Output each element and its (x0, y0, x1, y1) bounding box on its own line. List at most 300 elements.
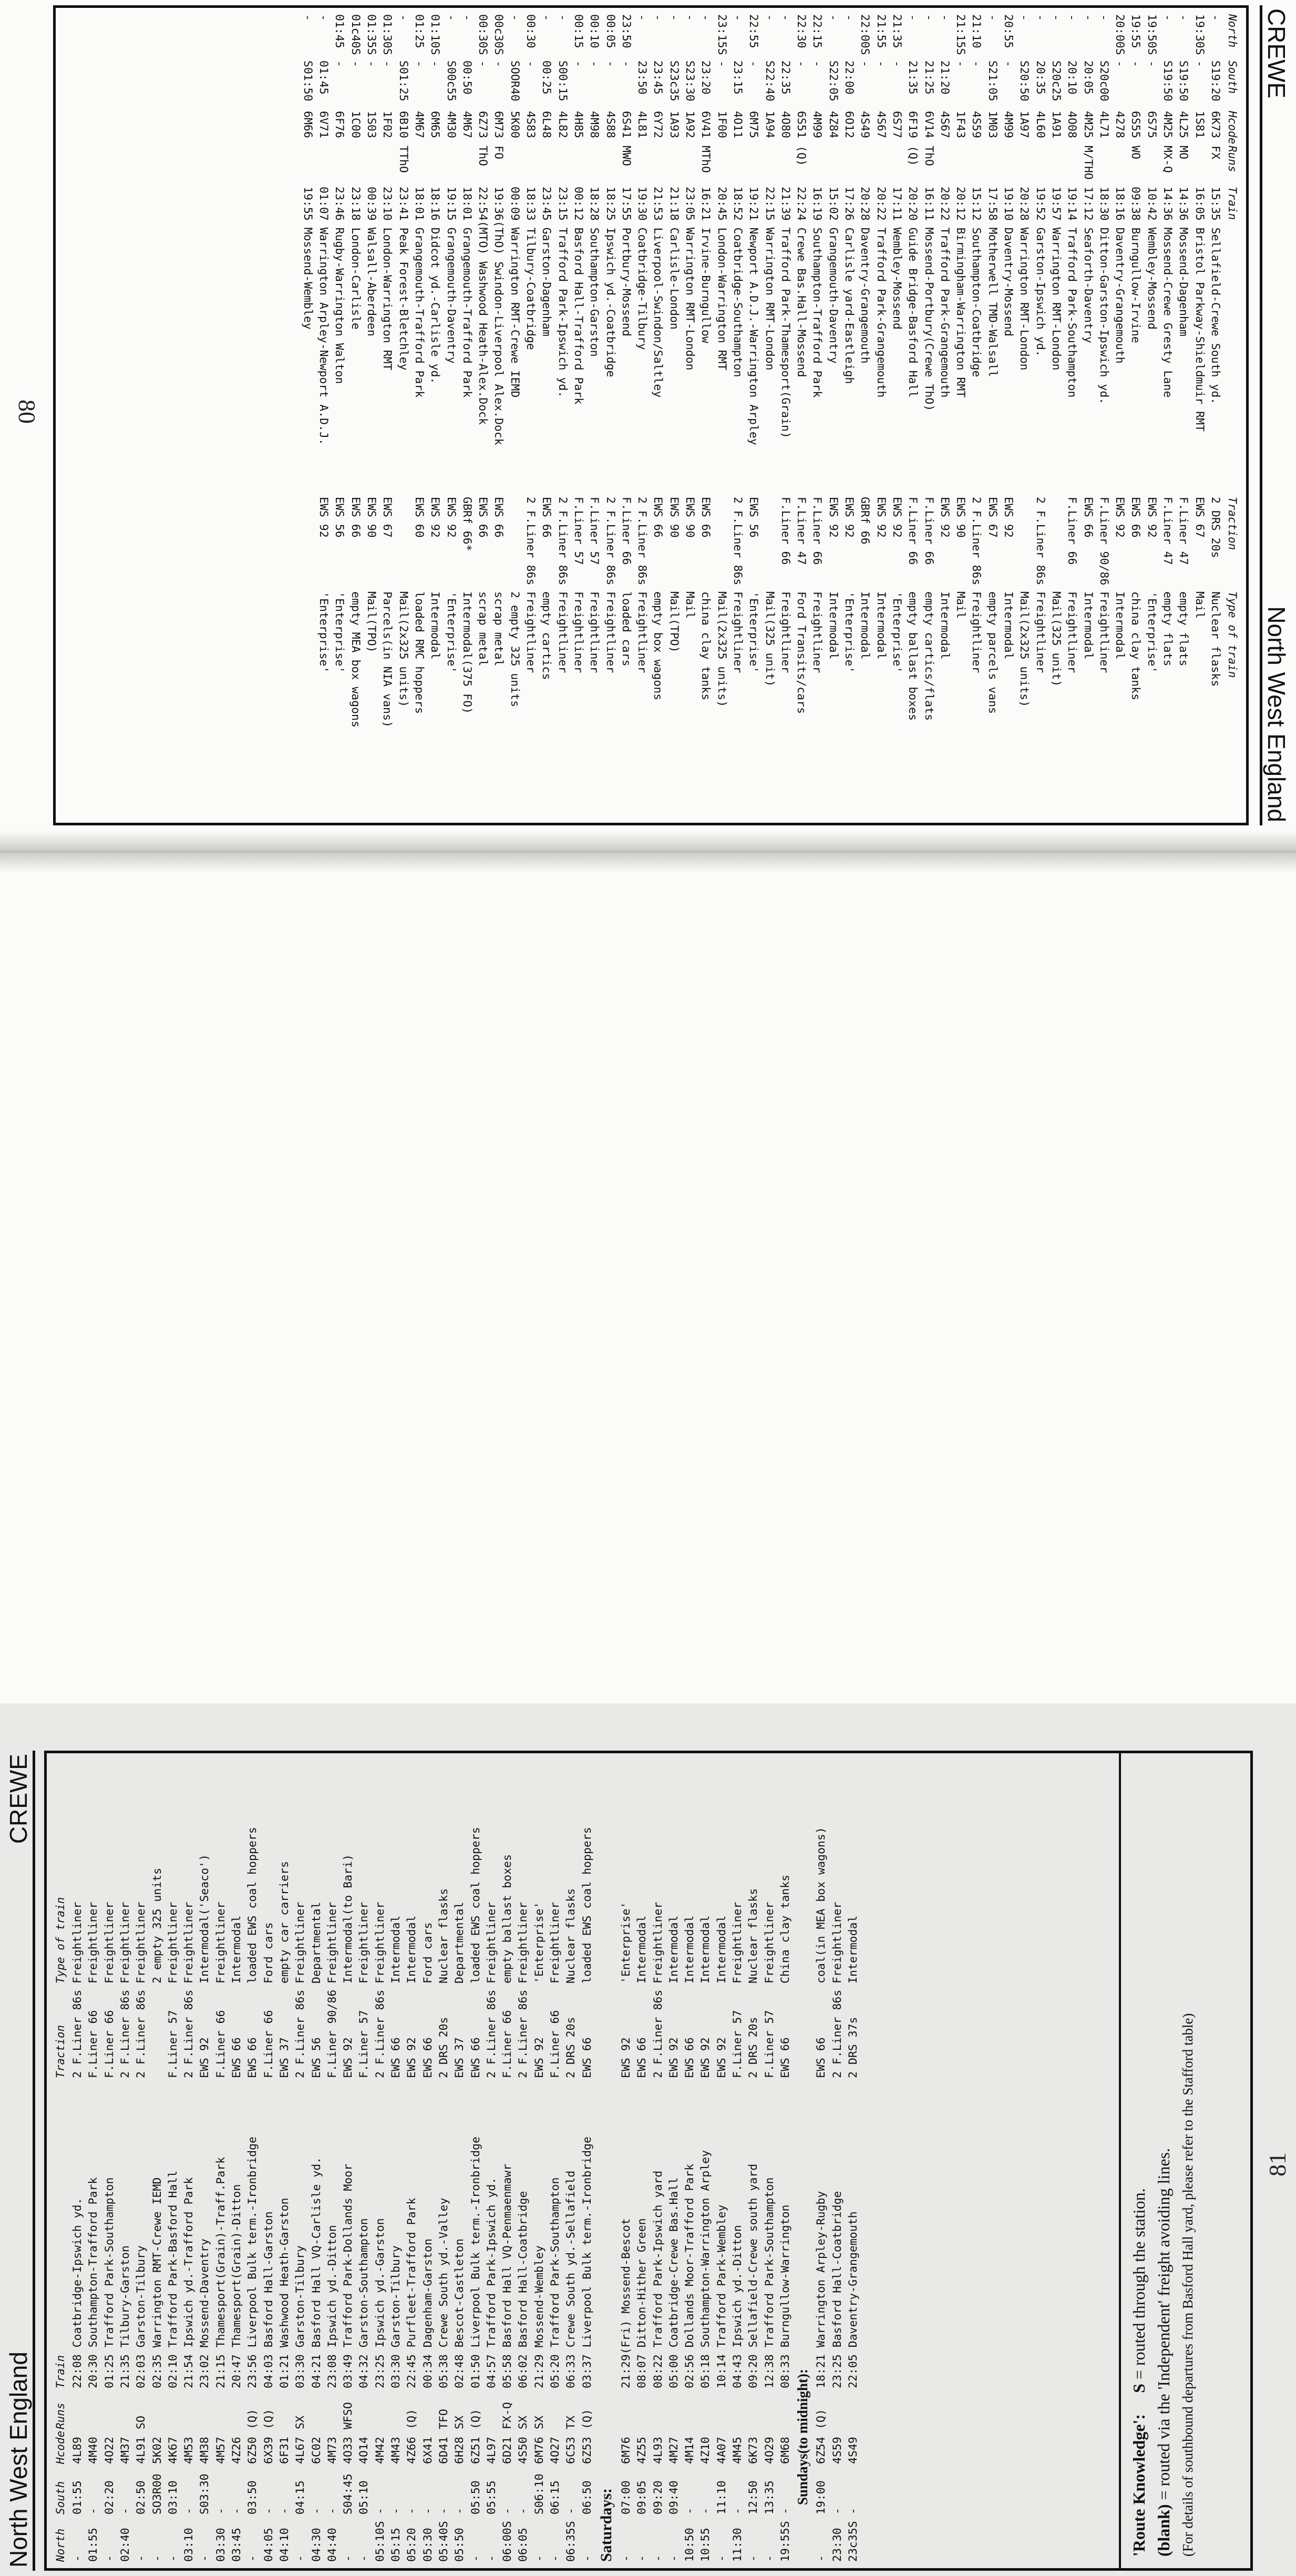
table-row-cell: 20:28 Daventry-Grangemouth (858, 187, 872, 364)
column-header: North (1226, 14, 1239, 48)
sundays-heading: Sundays(to midnight): (795, 2369, 811, 2505)
table-row-cell: S03:30 (198, 2473, 212, 2514)
table-row-cell: 6V41 (699, 111, 713, 138)
blank-label: (blank) (1154, 2504, 1173, 2557)
table-row-cell: 02:48 Bescot-Castleton (453, 2238, 467, 2388)
table-row-cell: - (938, 14, 951, 21)
station-header: CREWE (5, 1754, 32, 1844)
table-row-cell: Nuclear flasks (1209, 591, 1222, 687)
table-row-cell: 05:10 (357, 2480, 371, 2514)
table-row-cell: MThO (699, 146, 713, 173)
table-row-cell: - (405, 2508, 419, 2514)
table-row-cell: 19:36(ThO) Swindon-Liverpool Alex.Dock (492, 187, 506, 445)
table-row-cell: 18:30 Ditton-Garston-Ipswich yd. (1097, 187, 1110, 405)
table-row-cell: Ford cars (262, 1922, 275, 1984)
table-row-cell: 2 empty 325 units (508, 591, 521, 708)
saturday-row-cell: 4M14 (683, 2437, 697, 2464)
table-row-cell: 23:45 (651, 60, 665, 95)
table-row-cell: 20:00S (1113, 14, 1127, 55)
table-row-cell: 4M99 (1002, 111, 1015, 138)
table-row-cell: EWS 66 (580, 2037, 594, 2078)
table-row-cell: Intermodal (858, 591, 872, 660)
table-row-cell: 4S50 (517, 2437, 530, 2464)
table-row-cell: MWO (619, 146, 633, 166)
table-row-cell: 00:25 (540, 60, 553, 95)
table-row-cell: FX (1209, 146, 1222, 159)
table-row-cell: F.Liner 90/86 (1097, 497, 1110, 586)
table-row-cell: Nuclear flasks (564, 1888, 578, 1984)
table-row-cell: 21:15S (954, 14, 968, 55)
station-header: CREWE (1263, 8, 1290, 99)
saturday-row-cell: 21:29(Fri) Mossend-Bescot (619, 2218, 633, 2388)
table-row-cell: 03:30 Garston-Tilbury (389, 2245, 403, 2388)
table-row-cell: Departmental (453, 1902, 467, 1984)
table-row-cell: 4Z84 (826, 111, 840, 138)
table-row-cell: Freightliner (970, 591, 983, 673)
table-row-cell: 23:15 Trafford Park-Ipswich yd. (556, 187, 569, 398)
table-row-cell: 09:38 Burngullow-Irvine (1129, 187, 1143, 343)
saturday-row-cell: EWS 66 (778, 2037, 792, 2078)
saturday-row-cell: 08:33 Burngullow-Warrington (778, 2204, 792, 2388)
table-row-cell: Freightliner (556, 591, 569, 673)
table-row-cell: 23:45 Garston-Dagenham (540, 187, 553, 336)
table-row-cell: 01:55 (87, 2528, 100, 2562)
table-row-cell: 01:10S (428, 14, 442, 55)
table-row-cell: EWS 92 (826, 497, 840, 538)
table-row-cell: - (508, 14, 521, 21)
s-label: S (1129, 2384, 1148, 2393)
table-row-cell: Intermodal (1002, 591, 1015, 660)
table-row-cell: 04:05 (262, 2528, 275, 2562)
table-row-cell: 4M57 (214, 2437, 228, 2464)
table-row-cell: 00:50 (460, 60, 474, 95)
table-row-cell: Freightliner (635, 591, 649, 673)
table-row-cell: EWS 92 (1113, 497, 1127, 538)
table-row-cell: F.Liner 66 (262, 2010, 275, 2078)
table-row-cell: 6V71 (317, 111, 331, 138)
table-row-cell: 22:24 Crewe Bas.Hall-Mossend (795, 187, 808, 377)
table-row-cell: Mail(TPO) (365, 591, 378, 653)
table-row-cell: 01:25 (413, 14, 426, 48)
table-row-cell: WFSO (342, 2402, 355, 2429)
table-row-cell: empty parcels vans (985, 591, 999, 714)
table-row-cell: 02:40 (118, 2528, 132, 2562)
sunday-row-cell: 23:25 Basford Hall-Coatbridge (830, 2191, 844, 2388)
table-row-cell: F.Liner 90/86 (325, 1989, 339, 2078)
timetable-box (44, 1751, 1253, 2571)
table-row-cell: 4L89 (71, 2437, 84, 2464)
table-row-cell: 18:52 Coatbridge-Southampton (731, 187, 744, 377)
table-row-cell: 4M73 (325, 2437, 339, 2464)
table-row-cell: 4M99 (810, 111, 824, 138)
table-row-cell: 4L60 (1033, 111, 1047, 138)
table-row-cell: 2 DRS 20s (437, 2017, 450, 2078)
table-row-cell: 01:35S (365, 14, 378, 55)
table-row-cell: 4O27 (549, 2437, 562, 2464)
table-row-cell: 19:57 Warrington RMT-London (1050, 187, 1063, 371)
table-row-cell: 'Enterprise' (1145, 591, 1158, 673)
table-row-cell: - (277, 2508, 291, 2514)
table-row-cell: F.Liner 47 (1161, 497, 1175, 565)
table-row-cell: 21:15 Thamesport(Grain)-Traff.Park (214, 2156, 228, 2388)
book-gutter (0, 831, 1296, 873)
table-row-cell: - (135, 2555, 148, 2562)
table-row-cell: - (564, 2508, 578, 2514)
table-row-cell: 1F43 (954, 111, 968, 138)
table-row-cell: 4Z66 (405, 2437, 419, 2464)
table-row-cell: - (437, 2508, 450, 2514)
table-row-cell: - (453, 2508, 467, 2514)
table-row-cell: - (182, 2508, 196, 2514)
table-row-cell: 01c40S (348, 14, 362, 55)
table-row-cell: 4L25 (1177, 111, 1190, 138)
saturday-row-cell: 6M68 (778, 2437, 792, 2464)
table-row-cell: EWS 67 (380, 497, 394, 538)
table-row-cell: 23:05 Warrington RMT-London (683, 187, 697, 371)
table-row-cell: - (71, 2555, 84, 2562)
table-row-cell: - (118, 2508, 132, 2514)
table-row-cell: 4M37 (118, 2437, 132, 2464)
saturday-row-cell: - (747, 2555, 760, 2562)
saturday-row-cell: 4M45 (731, 2437, 744, 2464)
table-row-cell: 1S81 (1192, 111, 1206, 138)
table-row-cell: 04:15 (294, 2480, 307, 2514)
table-row-cell: 06:33 Crewe South yd.-Sellafield (564, 2170, 578, 2388)
table-row-cell: 1F02 (380, 111, 394, 138)
table-row-cell: 2 F.Liner 86s (603, 497, 617, 586)
table-row-cell: 04:57 Trafford Park-Ipswich yd. (485, 2177, 498, 2388)
table-row-cell: Mail(2x325 units) (715, 591, 728, 708)
table-row-cell: EWS 66 (389, 2037, 403, 2078)
table-row-cell: 18:25 Ipswich yd.-Coatbridge (603, 187, 617, 377)
blank-text: = routed via the 'Independent' freight avoiding lines. (1154, 2148, 1173, 2500)
table-row-cell: SX (294, 2416, 307, 2429)
table-row-cell: 23:18 London-Carlisle (348, 187, 362, 330)
table-row-cell: Freightliner (517, 1902, 530, 1984)
table-row-cell: 03:30 (214, 2528, 228, 2562)
table-row-cell: EWS 92 (342, 2037, 355, 2078)
table-row-cell: - (214, 2508, 228, 2514)
table-row-cell: - (310, 2508, 323, 2514)
table-row-cell: - (1002, 60, 1015, 67)
table-row-cell: 23:10 London-Warrington RMT (380, 187, 394, 371)
column-header: Hcode (54, 2430, 67, 2464)
table-row-cell: 23:08 Ipswich yd.-Ditton (325, 2225, 339, 2388)
table-row-cell: 4L91 (135, 2437, 148, 2464)
table-row-cell: 2 F.Liner 86s (373, 1989, 387, 2078)
table-row-cell: - (795, 60, 808, 67)
table-row-cell: 1F00 (715, 111, 728, 138)
table-row-cell: 06:50 (580, 2480, 594, 2514)
table-row-cell: 01:07 Warrington Arpley-Newport A.D.J. (317, 187, 331, 445)
table-row-cell: Mail (683, 591, 697, 619)
table-row-cell: 4S59 (970, 111, 983, 138)
saturday-row-cell: 07:00 (619, 2480, 633, 2514)
table-row-cell: 19:30 Coatbridge-Tilbury (635, 187, 649, 350)
table-row-cell: 23:20 (699, 60, 713, 95)
table-row-cell: Freightliner (87, 1902, 100, 1984)
table-row-cell: TX (564, 2416, 578, 2429)
table-row-cell: 6Z51 (469, 2437, 482, 2464)
table-row-cell: 4S67 (874, 111, 888, 138)
table-row-cell: 06:05 (517, 2528, 530, 2562)
table-row-cell: 05:50 (469, 2480, 482, 2514)
table-row-cell: - (230, 2508, 243, 2514)
table-row-cell: 4L97 (485, 2437, 498, 2464)
table-row-cell: 22:15 (810, 14, 824, 48)
saturday-row-cell: EWS 66 (683, 2037, 697, 2078)
table-row-cell: 03:30 Garston-Tilbury (294, 2245, 307, 2388)
saturday-row-cell: 10:14 Trafford Park-Wembley (715, 2204, 728, 2388)
table-row-cell: 20:22 Trafford Park-Grangemouth (874, 187, 888, 398)
table-row-cell: 6S55 (1129, 111, 1143, 138)
page-number: 80 (14, 400, 40, 424)
table-row-cell: 23:50 (619, 14, 633, 48)
table-row-cell: - (102, 2555, 116, 2562)
table-row-cell: 19:14 Trafford Park-Southampton (1065, 187, 1079, 398)
table-row-cell: 4S83 (524, 111, 538, 138)
table-row-cell: 2 F.Liner 86s (970, 497, 983, 586)
table-row-cell: Freightliner (294, 1902, 307, 1984)
table-row-cell: 21:35 (890, 14, 903, 48)
table-row-cell: 03:10 (182, 2528, 196, 2562)
table-row-cell: 05:50 (453, 2528, 467, 2562)
table-row-cell: 19:55 (1129, 14, 1143, 48)
table-row-cell: 18:16 Didcot yd.-Carlisle yd. (428, 187, 442, 384)
table-row-cell: 6Z50 (246, 2437, 260, 2464)
notes-block (1129, 2013, 1196, 2557)
table-row-cell: 4M98 (588, 111, 601, 138)
table-row-cell: F.Liner 57 (357, 2010, 371, 2078)
table-row-cell: 05:55 (485, 2480, 498, 2514)
column-header: South (54, 2481, 67, 2514)
table-row-cell: 6M76 (532, 2437, 546, 2464)
table-row-cell: 17:26 Carlisle yard-Eastleigh (842, 187, 856, 384)
table-row-cell: F.Liner 47 (1177, 497, 1190, 565)
saturday-row-cell: EWS 66 (635, 2037, 649, 2078)
table-row-cell: F.Liner 66 (1065, 497, 1079, 565)
table-row-cell: - (524, 60, 538, 67)
table-row-cell: 5K02 (150, 2437, 164, 2464)
table-row-cell: 'Enterprise' (444, 591, 458, 673)
table-row-cell: S21:05 (985, 60, 999, 101)
table-row-cell: 23:15 (731, 60, 744, 95)
table-row-cell: - (413, 60, 426, 67)
table-row-cell: 4O08 (1065, 111, 1079, 138)
table-row-cell: Freightliner (485, 1902, 498, 1984)
saturday-row-cell: 05:18 Southampton-Warrington Arpley (699, 2150, 713, 2388)
sunday-row-cell: - (846, 2508, 860, 2514)
table-row-cell: 'Enterprise' (532, 1902, 546, 1984)
table-row-cell: S19:50 (1177, 60, 1190, 101)
table-row-cell: 01:45 (317, 60, 331, 95)
table-row-cell: F.Liner 66 (906, 497, 920, 565)
table-row-cell: 02:10 Trafford Park-Basford Hall (166, 2170, 180, 2388)
table-row-cell: 1A94 (763, 111, 776, 138)
table-row-cell: S22:40 (763, 60, 776, 101)
table-row-cell: 6O12 (842, 111, 856, 138)
table-row-cell: 20:30 Southampton-Trafford Park (87, 2177, 100, 2388)
table-row-cell: 6D21 (501, 2437, 515, 2464)
table-row-cell: scrap metal (492, 591, 506, 667)
sunday-row-cell: 4S49 (846, 2437, 860, 2464)
saturday-row-cell: Freightliner (651, 1902, 665, 1984)
column-header: Type of train (1226, 591, 1239, 678)
table-row-cell: 19:50S (1145, 14, 1158, 55)
table-row-cell: 16:11 Mossend-Portbury(Crewe ThO) (922, 187, 935, 412)
table-row-cell: Intermodal (938, 591, 951, 660)
table-row-cell: 2 F.Liner 86s (182, 1989, 196, 2078)
table-row-cell: - (1033, 14, 1047, 21)
table-row-cell: Freightliner (524, 591, 538, 673)
table-row-cell: 6M73 (492, 111, 506, 138)
saturday-row-cell: 4A07 (715, 2437, 728, 2464)
table-row-cell: - (517, 2508, 530, 2514)
table-row-cell: S00c55 (444, 60, 458, 101)
table-row-cell: - (667, 14, 681, 21)
table-row-cell: - (985, 14, 999, 21)
table-row-cell: - (715, 60, 728, 67)
table-row-cell: TThO (396, 146, 410, 173)
s-text: = routed through the station. (1129, 2188, 1148, 2380)
table-row-cell: - (1113, 60, 1127, 67)
table-row-cell: 04:30 (310, 2528, 323, 2562)
table-row-cell: 23:56 Liverpool Bulk term.-Ironbridge (246, 2137, 260, 2388)
table-row-cell: F.Liner 66 (810, 497, 824, 565)
table-row-cell: - (763, 14, 776, 21)
sunday-row-cell: 23c35S (846, 2521, 860, 2562)
table-row-cell: EWS 92 (1145, 497, 1158, 538)
table-row-cell: EWS 92 (317, 497, 331, 538)
table-row-cell: 22:35 (778, 60, 792, 95)
table-row-cell: 02:03 Garston-Tilbury (135, 2245, 148, 2388)
table-row-cell: 4O80 (778, 111, 792, 138)
table-row-cell: EWS 66 (540, 497, 553, 538)
saturday-row-cell: 4M27 (667, 2437, 681, 2464)
saturday-row-cell: 4Z55 (635, 2437, 649, 2464)
table-row-cell: 06:02 Basford Hall-Coatbridge (517, 2191, 530, 2388)
saturday-row-cell: 08:22 Trafford Park-Ipswich yard (651, 2170, 665, 2388)
notes-rule (1119, 1753, 1121, 2568)
table-row-cell: 00:15 (572, 14, 585, 48)
table-row-cell: 4M42 (373, 2437, 387, 2464)
saturday-row-cell: 09:20 Sellafield-Crewe south yard (747, 2163, 760, 2388)
table-row-cell: Freightliner (1033, 591, 1047, 673)
table-row-cell: F.Liner 57 (572, 497, 585, 565)
table-row-cell: SO3R00 (150, 2473, 164, 2514)
sunday-row-cell: 2 DRS 37s (846, 2017, 860, 2078)
table-row-cell: - (492, 60, 506, 67)
table-row-cell: (Q) (469, 2409, 482, 2429)
table-row-cell: 00:09 Warrington RMT-Crewe IEMD (508, 187, 521, 398)
table-row-cell: loaded EWS coal hoppers (469, 1827, 482, 1984)
table-row-cell: 16:21 Irvine-Burngullow (699, 187, 713, 343)
table-row-cell: 01:55 (71, 2480, 84, 2514)
table-row-cell: FO (492, 146, 506, 159)
column-header: North (54, 2528, 67, 2562)
table-row-cell: - (1161, 14, 1175, 21)
saturday-row-cell: EWS 92 (699, 2037, 713, 2078)
table-row-cell: Intermodal(to Bari) (342, 1854, 355, 1984)
table-row-cell: Intermodal (405, 1915, 419, 1984)
table-row-cell: - (683, 14, 697, 21)
table-row-cell: - (380, 60, 394, 67)
table-row-cell: 'Enterprise' (747, 591, 760, 673)
table-row-cell: 19:21 Newport A.D.J.-Warrington Arpley (747, 187, 760, 445)
table-row-cell: 6M75 (747, 111, 760, 138)
table-row-cell: empty MEA box wagons (348, 591, 362, 728)
table-row-cell: 2 F.Liner 86s (294, 1989, 307, 2078)
table-row-cell: 21:29 Mossend-Wembley (532, 2245, 546, 2388)
table-row-cell: WO (1129, 146, 1143, 159)
sunday-row-cell: Freightliner (830, 1902, 844, 1984)
timetable-box (53, 5, 1249, 825)
table-row-cell: EWS 92 (842, 497, 856, 538)
table-row-cell: - (1097, 14, 1110, 21)
table-row-cell: 4L81 (635, 111, 649, 138)
table-row-cell: 02:20 (102, 2480, 116, 2514)
table-row-cell: 01:45 (333, 14, 346, 48)
table-row-cell: - (166, 2555, 180, 2562)
table-row-cell: 4O11 (731, 111, 744, 138)
table-row-cell: 4L71 (1097, 111, 1110, 138)
table-row-cell: empty ballast boxes (906, 591, 920, 721)
table-row-cell: - (549, 2555, 562, 2562)
table-row-cell: - (87, 2508, 100, 2514)
saturday-row-cell: 09:05 (635, 2480, 649, 2514)
saturday-row-cell: - (715, 2555, 728, 2562)
table-row-cell: empty cartics/flats (922, 591, 935, 721)
table-row-cell: Mail(TPO) (667, 591, 681, 653)
table-row-cell: - (301, 14, 314, 21)
route-knowledge-note (1129, 2013, 1149, 2557)
table-row-cell: S19:20 (1209, 60, 1222, 101)
saturday-row-cell: China clay tanks (778, 1874, 792, 1984)
table-row-cell: 21:54 Ipswich yd.-Trafford Park (182, 2177, 196, 2388)
table-row-cell: - (198, 2555, 212, 2562)
sunday-row-cell: - (830, 2508, 844, 2514)
table-row-cell: 6L48 (540, 111, 553, 138)
table-row-cell: 1A91 (1050, 111, 1063, 138)
table-row-cell: - (476, 60, 490, 67)
table-row-cell: 2 F.Liner 86s (118, 1989, 132, 2078)
table-row-cell: 20:10 (1065, 60, 1079, 95)
saturday-row-cell: EWS 92 (667, 2037, 681, 2078)
table-row-cell: empty ballast boxes (501, 1854, 515, 1984)
page-81-content (0, 1745, 1296, 2576)
table-row-cell: china clay tanks (1129, 591, 1143, 701)
table-row-cell: GBRf 66* (460, 497, 474, 551)
saturday-row-cell: Freightliner (731, 1902, 744, 1984)
table-row-cell: 21:25 (922, 60, 935, 95)
saturday-row-cell: Freightliner (763, 1902, 776, 1984)
table-row-cell: - (1065, 14, 1079, 21)
table-row-cell: 06:00S (501, 2521, 515, 2562)
table-row-cell: - (389, 2508, 403, 2514)
saturday-row-cell: F.Liner 57 (763, 2010, 776, 2078)
table-row-cell: 22:54(MTO) Washwood Heath-Alex.Dock (476, 187, 490, 425)
saturday-row-cell: Intermodal (683, 1915, 697, 1984)
table-row-cell: EWS 90 (683, 497, 697, 538)
table-row-cell: F.Liner 66 (501, 2010, 515, 2078)
table-row-cell: 19:15 Grangemouth-Daventry (444, 187, 458, 364)
table-row-cell: 17:55 Portbury-Mossend (619, 187, 633, 336)
table-row-cell: - (294, 2555, 307, 2562)
table-row-cell: 4M25 (1161, 111, 1175, 138)
table-row-cell: 00:10 (588, 14, 601, 48)
table-row-cell: 20:47 Thamesport(Grain)-Ditton (230, 2184, 243, 2388)
table-row-cell: 4O22 (102, 2437, 116, 2464)
